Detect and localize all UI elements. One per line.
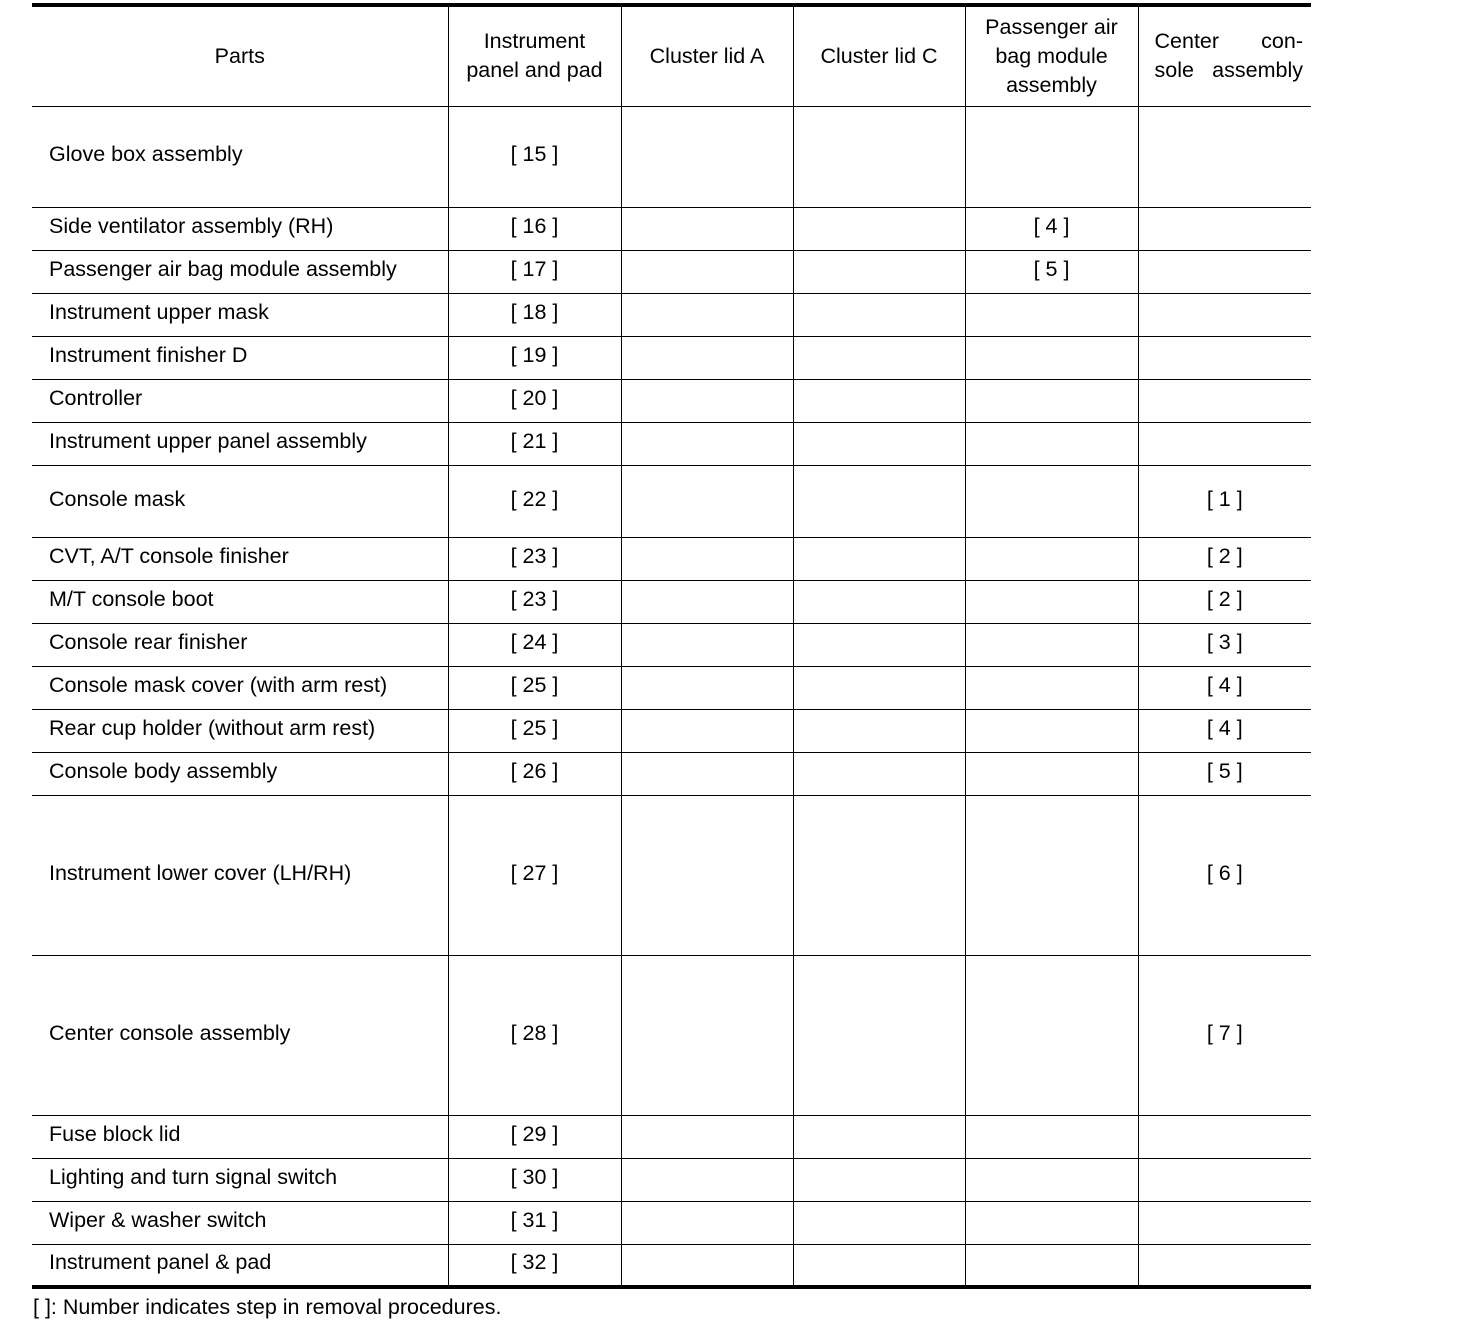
- step-cell: [793, 207, 965, 250]
- step-cell: [1138, 1115, 1311, 1158]
- part-name-cell: Instrument lower cover (LH/RH): [32, 795, 448, 955]
- part-name-cell: Instrument panel & pad: [32, 1244, 448, 1287]
- step-cell: [621, 623, 793, 666]
- step-cell: [621, 795, 793, 955]
- part-name-cell: Side ventilator assembly (RH): [32, 207, 448, 250]
- step-cell: [ 29 ]: [448, 1115, 621, 1158]
- step-cell: [621, 537, 793, 580]
- step-cell: [965, 1115, 1138, 1158]
- step-cell: [793, 293, 965, 336]
- step-cell: [793, 580, 965, 623]
- step-cell: [965, 1158, 1138, 1201]
- step-cell: [ 25 ]: [448, 709, 621, 752]
- header-row: [32, 5, 1311, 106]
- table-row: [32, 336, 1311, 379]
- step-cell: [ 30 ]: [448, 1158, 621, 1201]
- step-cell: [621, 250, 793, 293]
- step-cell: [ 1 ]: [1138, 465, 1311, 537]
- table-row: [32, 207, 1311, 250]
- step-cell: [621, 1201, 793, 1244]
- step-cell: [621, 336, 793, 379]
- part-name-cell: Fuse block lid: [32, 1115, 448, 1158]
- step-cell: [793, 623, 965, 666]
- step-cell: [ 28 ]: [448, 955, 621, 1115]
- table-row: [32, 752, 1311, 795]
- step-cell: [ 3 ]: [1138, 623, 1311, 666]
- table-body: [32, 106, 1311, 1287]
- step-cell: [965, 336, 1138, 379]
- step-cell: [ 5 ]: [965, 250, 1138, 293]
- table-row: [32, 106, 1311, 207]
- header-cluster-lid-c: Cluster lid C: [793, 5, 965, 106]
- step-cell: [965, 955, 1138, 1115]
- table-row: [32, 379, 1311, 422]
- step-cell: [621, 1115, 793, 1158]
- table-row: [32, 666, 1311, 709]
- step-cell: [ 23 ]: [448, 537, 621, 580]
- step-cell: [793, 1115, 965, 1158]
- step-cell: [793, 465, 965, 537]
- step-cell: [ 26 ]: [448, 752, 621, 795]
- part-name-cell: Instrument upper panel assembly: [32, 422, 448, 465]
- header-parts: Parts: [32, 5, 448, 106]
- step-cell: [965, 795, 1138, 955]
- step-cell: [793, 537, 965, 580]
- table-row: [32, 422, 1311, 465]
- step-cell: [965, 465, 1138, 537]
- step-cell: [793, 379, 965, 422]
- step-cell: [965, 580, 1138, 623]
- step-cell: [621, 106, 793, 207]
- step-cell: [ 4 ]: [1138, 666, 1311, 709]
- step-cell: [ 7 ]: [1138, 955, 1311, 1115]
- step-cell: [965, 379, 1138, 422]
- part-name-cell: Wiper & washer switch: [32, 1201, 448, 1244]
- step-cell: [965, 1244, 1138, 1287]
- step-cell: [ 15 ]: [448, 106, 621, 207]
- header-passenger-air-bag-module-assembly: Passenger air bag module assembly: [965, 5, 1138, 106]
- step-cell: [793, 1158, 965, 1201]
- table-row: [32, 465, 1311, 537]
- step-cell: [1138, 250, 1311, 293]
- step-cell: [ 31 ]: [448, 1201, 621, 1244]
- step-cell: [793, 795, 965, 955]
- step-cell: [965, 1201, 1138, 1244]
- part-name-cell: Console mask cover (with arm rest): [32, 666, 448, 709]
- step-cell: [ 4 ]: [1138, 709, 1311, 752]
- step-cell: [ 2 ]: [1138, 537, 1311, 580]
- step-cell: [1138, 379, 1311, 422]
- step-cell: [965, 106, 1138, 207]
- step-cell: [1138, 1244, 1311, 1287]
- part-name-cell: Center console assembly: [32, 955, 448, 1115]
- step-cell: [793, 250, 965, 293]
- step-cell: [793, 106, 965, 207]
- header-center-console-assembly: Center con-sole assembly: [1138, 5, 1311, 106]
- step-cell: [ 27 ]: [448, 795, 621, 955]
- step-cell: [965, 709, 1138, 752]
- step-cell: [1138, 336, 1311, 379]
- step-cell: [621, 207, 793, 250]
- step-cell: [ 18 ]: [448, 293, 621, 336]
- step-cell: [ 24 ]: [448, 623, 621, 666]
- step-cell: [793, 336, 965, 379]
- part-name-cell: Rear cup holder (without arm rest): [32, 709, 448, 752]
- table-row: [32, 293, 1311, 336]
- step-cell: [ 2 ]: [1138, 580, 1311, 623]
- step-cell: [ 6 ]: [1138, 795, 1311, 955]
- part-name-cell: Instrument upper mask: [32, 293, 448, 336]
- part-name-cell: M/T console boot: [32, 580, 448, 623]
- step-cell: [ 19 ]: [448, 336, 621, 379]
- step-cell: [793, 752, 965, 795]
- footnote: [ ]: Number indicates step in removal procedures.: [33, 1295, 502, 1319]
- table-row: [32, 1158, 1311, 1201]
- step-cell: [621, 1158, 793, 1201]
- step-cell: [621, 752, 793, 795]
- step-cell: [1138, 422, 1311, 465]
- step-cell: [965, 623, 1138, 666]
- step-cell: [1138, 207, 1311, 250]
- step-cell: [621, 709, 793, 752]
- part-name-cell: Instrument finisher D: [32, 336, 448, 379]
- step-cell: [621, 666, 793, 709]
- step-cell: [965, 752, 1138, 795]
- table-row: [32, 1201, 1311, 1244]
- step-cell: [ 32 ]: [448, 1244, 621, 1287]
- header-instrument-panel-and-pad: Instrument panel and pad: [448, 5, 621, 106]
- table-row: [32, 795, 1311, 955]
- part-name-cell: Controller: [32, 379, 448, 422]
- step-cell: [793, 422, 965, 465]
- step-cell: [ 5 ]: [1138, 752, 1311, 795]
- step-cell: [793, 955, 965, 1115]
- step-cell: [ 25 ]: [448, 666, 621, 709]
- part-name-cell: Glove box assembly: [32, 106, 448, 207]
- table-row: [32, 709, 1311, 752]
- step-cell: [ 22 ]: [448, 465, 621, 537]
- part-name-cell: Console mask: [32, 465, 448, 537]
- step-cell: [793, 1244, 965, 1287]
- step-cell: [621, 955, 793, 1115]
- part-name-cell: CVT, A/T console finisher: [32, 537, 448, 580]
- table-row: [32, 1244, 1311, 1287]
- table-row: [32, 1115, 1311, 1158]
- step-cell: [965, 666, 1138, 709]
- step-cell: [965, 293, 1138, 336]
- step-cell: [621, 379, 793, 422]
- table-header: [32, 5, 1311, 106]
- step-cell: [793, 1201, 965, 1244]
- step-cell: [621, 422, 793, 465]
- table-row: [32, 250, 1311, 293]
- table-row: [32, 955, 1311, 1115]
- step-cell: [793, 666, 965, 709]
- step-cell: [965, 537, 1138, 580]
- step-cell: [1138, 1158, 1311, 1201]
- step-cell: [621, 580, 793, 623]
- table-row: [32, 580, 1311, 623]
- step-cell: [ 20 ]: [448, 379, 621, 422]
- step-cell: [621, 1244, 793, 1287]
- step-cell: [ 21 ]: [448, 422, 621, 465]
- step-cell: [965, 422, 1138, 465]
- part-name-cell: Console body assembly: [32, 752, 448, 795]
- step-cell: [793, 709, 965, 752]
- step-cell: [1138, 1201, 1311, 1244]
- step-cell: [ 4 ]: [965, 207, 1138, 250]
- step-cell: [ 17 ]: [448, 250, 621, 293]
- removal-steps-table: [32, 3, 1311, 1289]
- table-row: [32, 623, 1311, 666]
- step-cell: [1138, 293, 1311, 336]
- table-row: [32, 537, 1311, 580]
- step-cell: [621, 465, 793, 537]
- step-cell: [ 16 ]: [448, 207, 621, 250]
- header-cluster-lid-a: Cluster lid A: [621, 5, 793, 106]
- step-cell: [621, 293, 793, 336]
- step-cell: [ 23 ]: [448, 580, 621, 623]
- step-cell: [1138, 106, 1311, 207]
- part-name-cell: Lighting and turn signal switch: [32, 1158, 448, 1201]
- part-name-cell: Passenger air bag module assembly: [32, 250, 448, 293]
- part-name-cell: Console rear finisher: [32, 623, 448, 666]
